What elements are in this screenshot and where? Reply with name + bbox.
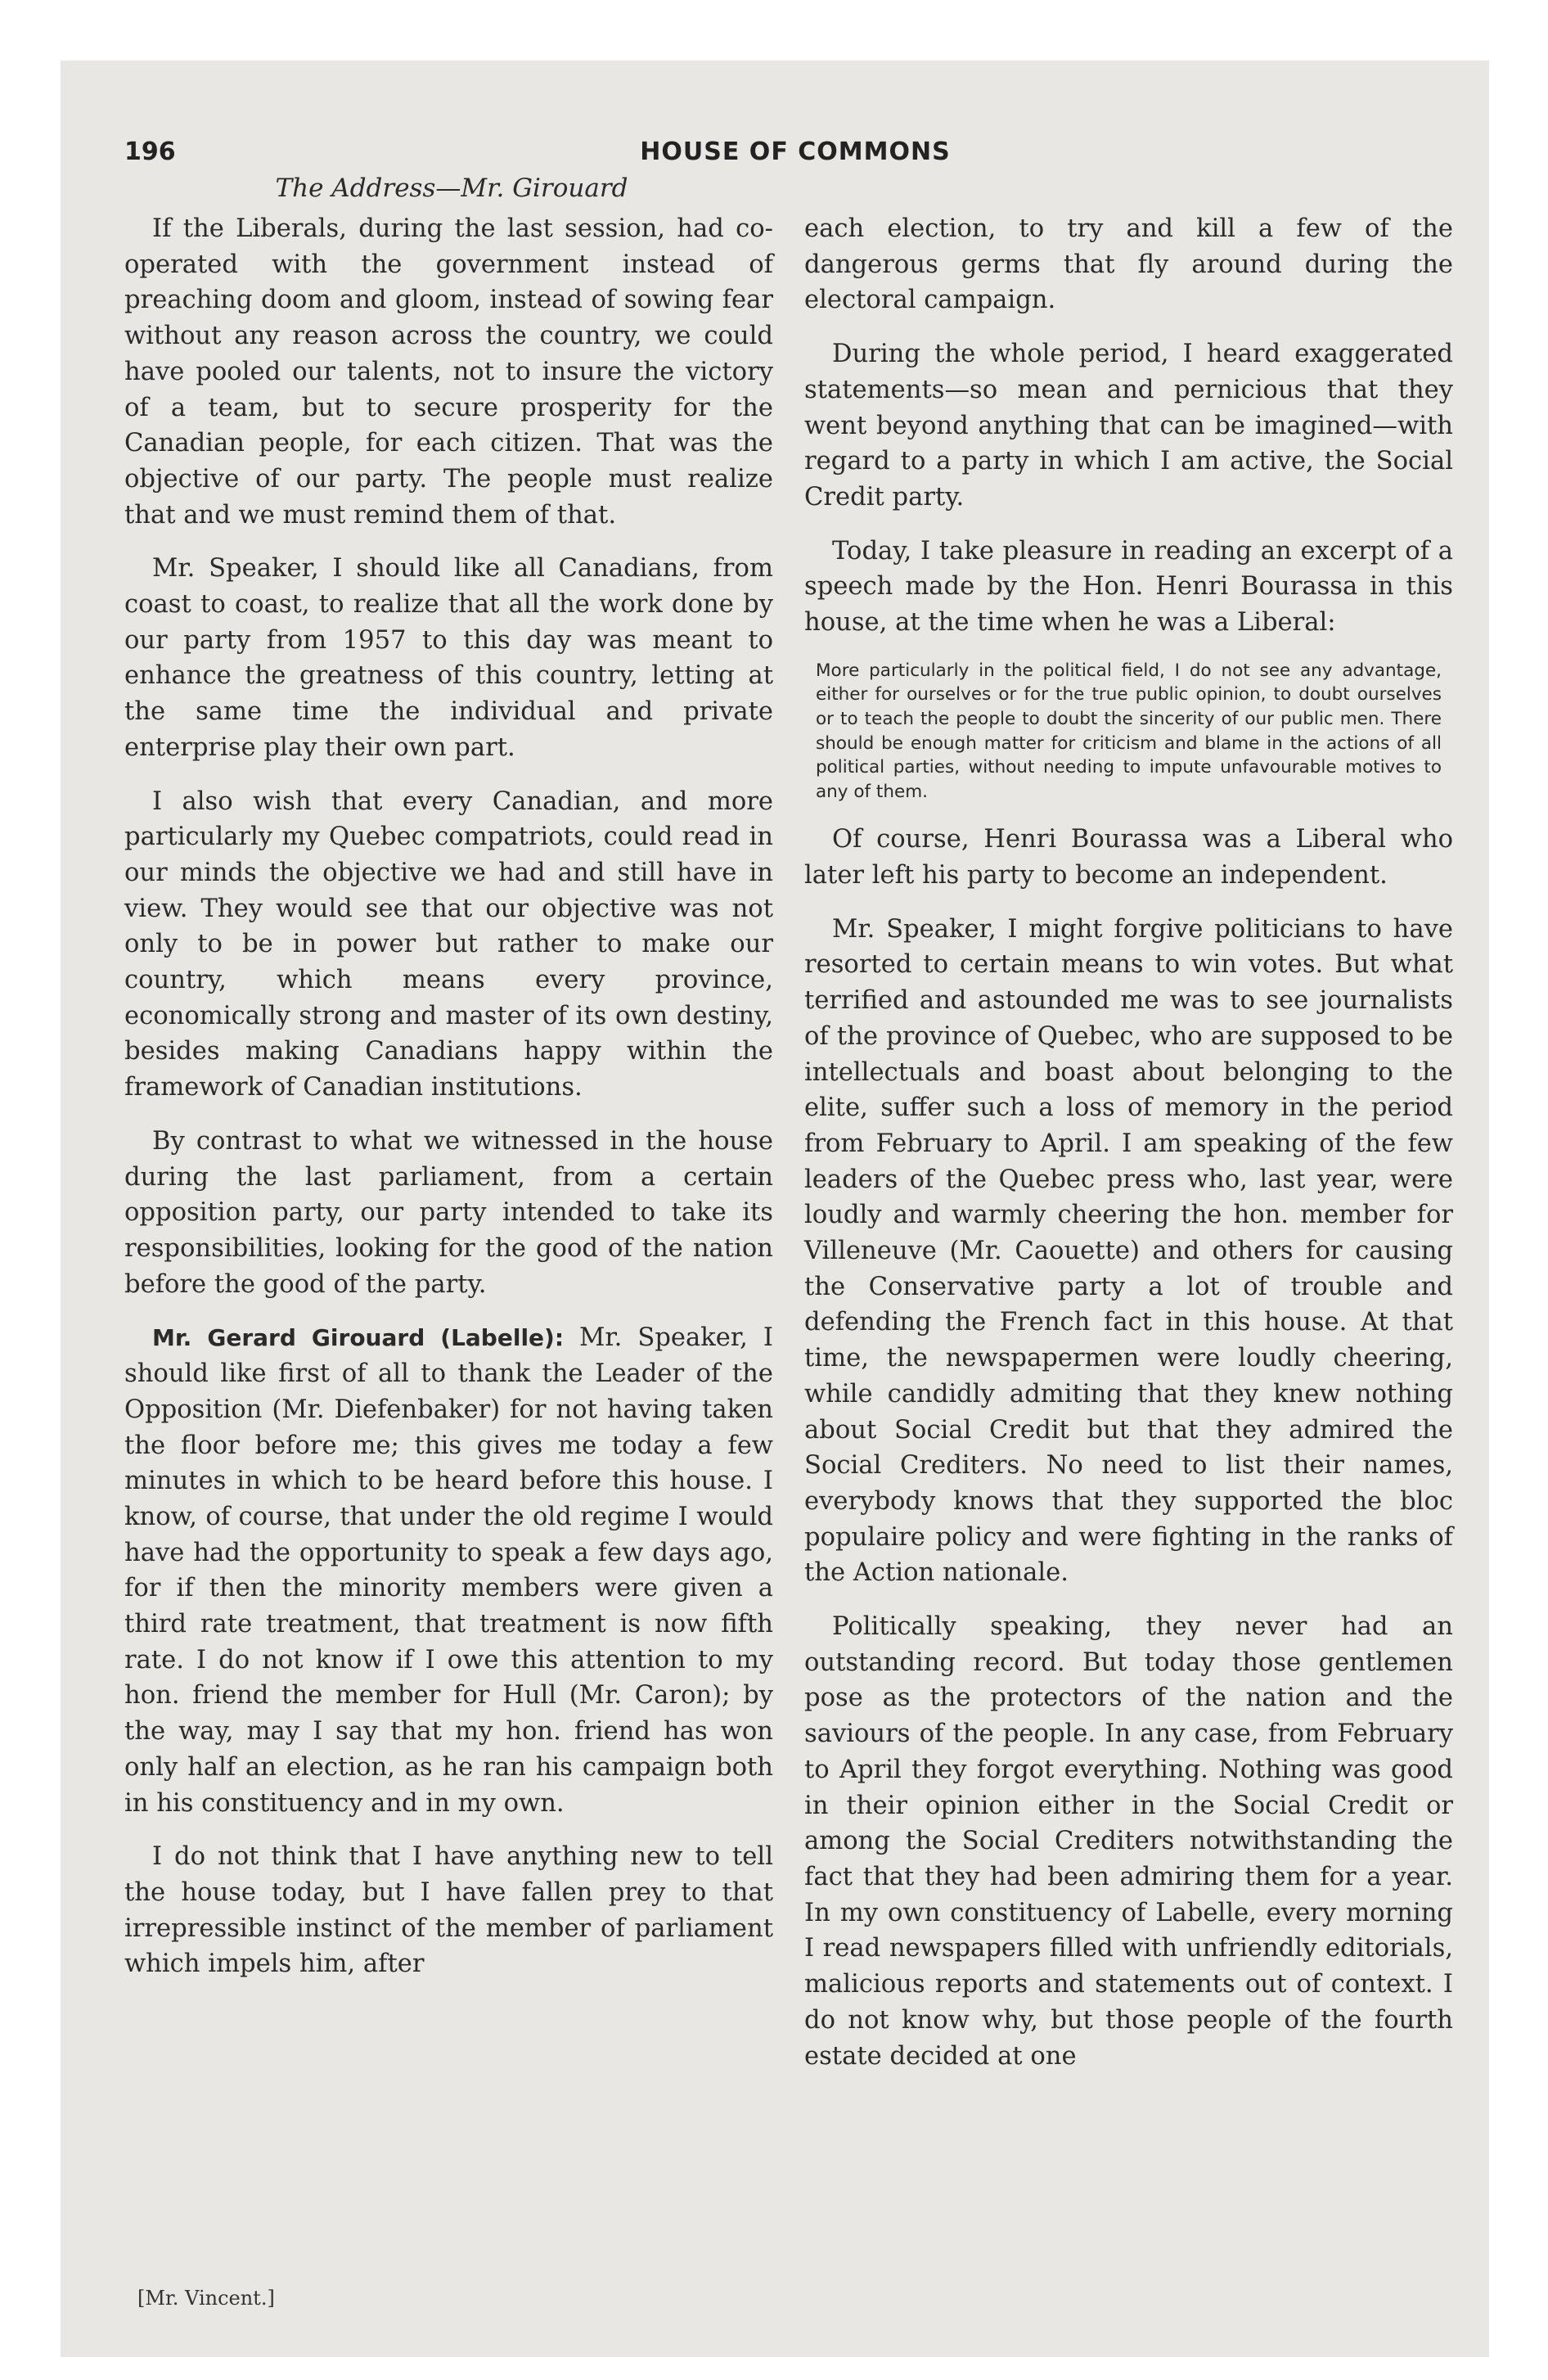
running-head: The Address—Mr. Girouard: [275, 174, 628, 203]
paragraph: I also wish that every Canadian, and more particularly my Quebec compatriots, could read in our minds the objective we had and still have in view. They would see that our objective was not only to be in power but rather to make our country, which means every province, economically strong and master of its own destiny, besides making Canadians happy within the framework of Canadian institutions.: [124, 787, 773, 1102]
paragraph: Mr. Speaker, I should like all Canadians, from coast to coast, to realize that all the work done by our party from 1957 to this day was meant to enhance the greatness of this country, letting at the same time the individual and private enterprise play their own part.: [124, 554, 773, 762]
left-column: [124, 211, 773, 2000]
block-quote: More particularly in the political field, I do not see any advantage, either for ourselves or for the true public opinion, to doubt ourselves or to teach the people to doubt the sincerity of our public men. There should be enough matter for criticism and blame in the actions of all political parties, without needing to impute unfavourable motives to any of them.: [816, 660, 1442, 802]
paragraph: By contrast to what we witnessed in the house during the last parliament, from a certain opposition party, our party intended to take its responsibilities, looking for the good of the nation before the good of the party.: [124, 1126, 773, 1299]
page-header: [124, 137, 1466, 170]
page-number: 196: [124, 137, 176, 166]
paragraph: Today, I take pleasure in reading an excerpt of a speech made by the Hon. Henri Bourassa in this house, at the time when he was a Liberal:: [804, 536, 1453, 638]
paragraph: I do not think that I have anything new to tell the house today, but I have fallen prey to that irrepressible instinct of the member of parliament which impels him, after: [124, 1842, 773, 1979]
paragraph-with-speaker: [124, 1320, 773, 1821]
paragraph: Of course, Henri Bourassa was a Liberal who later left his party to become an independent.: [804, 825, 1453, 890]
paragraph-continued: each election, to try and kill a few of the dangerous germs that fly around during the electoral campaign.: [804, 214, 1453, 315]
journal-title: HOUSE OF COMMONS: [640, 137, 951, 166]
paragraph: If the Liberals, during the last session, had co-operated with the government instead of preaching doom and gloom, instead of sowing fear without any reason across the country, we could have pooled our talents, not to insure the victory of a team, but to secure prosperity for the Canadian people, for each citizen. That was the objective of our party. The people must realize that and we must remind them of that.: [124, 214, 773, 530]
paragraph: Mr. Speaker, I might forgive politicians to have resorted to certain means to win votes. But what terrified and astounded me was to see journalists of the province of Quebec, who are supposed to be intellectuals and boast about belonging to the elite, suffer such a loss of memory in the period from February to April. I am speaking of the few leaders of the Quebec press who, last year, were loudly and warmly cheering the hon. member for Villeneuve (Mr. Caouette) and others for causing the Conservative party a lot of trouble and defending the French fact in this house. At that time, the newspapermen were loudly cheering, while candidly admiting that they knew nothing about Social Credit but that they admired the Social Crediters. No need to list their names, everybody knows that they supported the bloc populaire policy and were fighting in the ranks of the Action nationale.: [804, 914, 1453, 1588]
speaker-name: Mr. Gerard Girouard (Labelle):: [152, 1324, 565, 1352]
paragraph: Politically speaking, they never had an outstanding record. But today those gentlemen pose as the protectors of the nation and the saviours of the people. In any case, from February to April they forgot everything. Nothing was good in their opinion either in the Social Credit or among the Social Crediters notwithstanding the fact that they had been admiring them for a year. In my own constituency of Labelle, every morning I read newspapers filled with unfriendly editorials, malicious reports and statements out of context. I do not know why, but those people of the fourth estate decided at one: [804, 1612, 1453, 2071]
right-column: [804, 211, 1453, 2092]
speech-text: Mr. Speaker, I should like first of all to thank the Leader of the Opposition (Mr. Diefenbaker) for not having taken the floor before me; this gives me today a few minutes in which to be heard before this house. I know, of course, that under the old regime I would have had the opportunity to speak a few days ago, for if then the minority members were given a third rate treatment, that treatment is now fifth rate. I do not know if I owe this attention to my hon. friend the member for Hull (Mr. Caron); by the way, may I say that my hon. friend has won only half an election, as he ran his campaign both in his constituency and in my own.: [124, 1323, 774, 1818]
paragraph: During the whole period, I heard exaggerated statements—so mean and pernicious that they went beyond anything that can be imagined—with regard to a party in which I am active, the Social Credit party.: [804, 340, 1453, 512]
footer-note: [Mr. Vincent.]: [137, 2287, 275, 2310]
